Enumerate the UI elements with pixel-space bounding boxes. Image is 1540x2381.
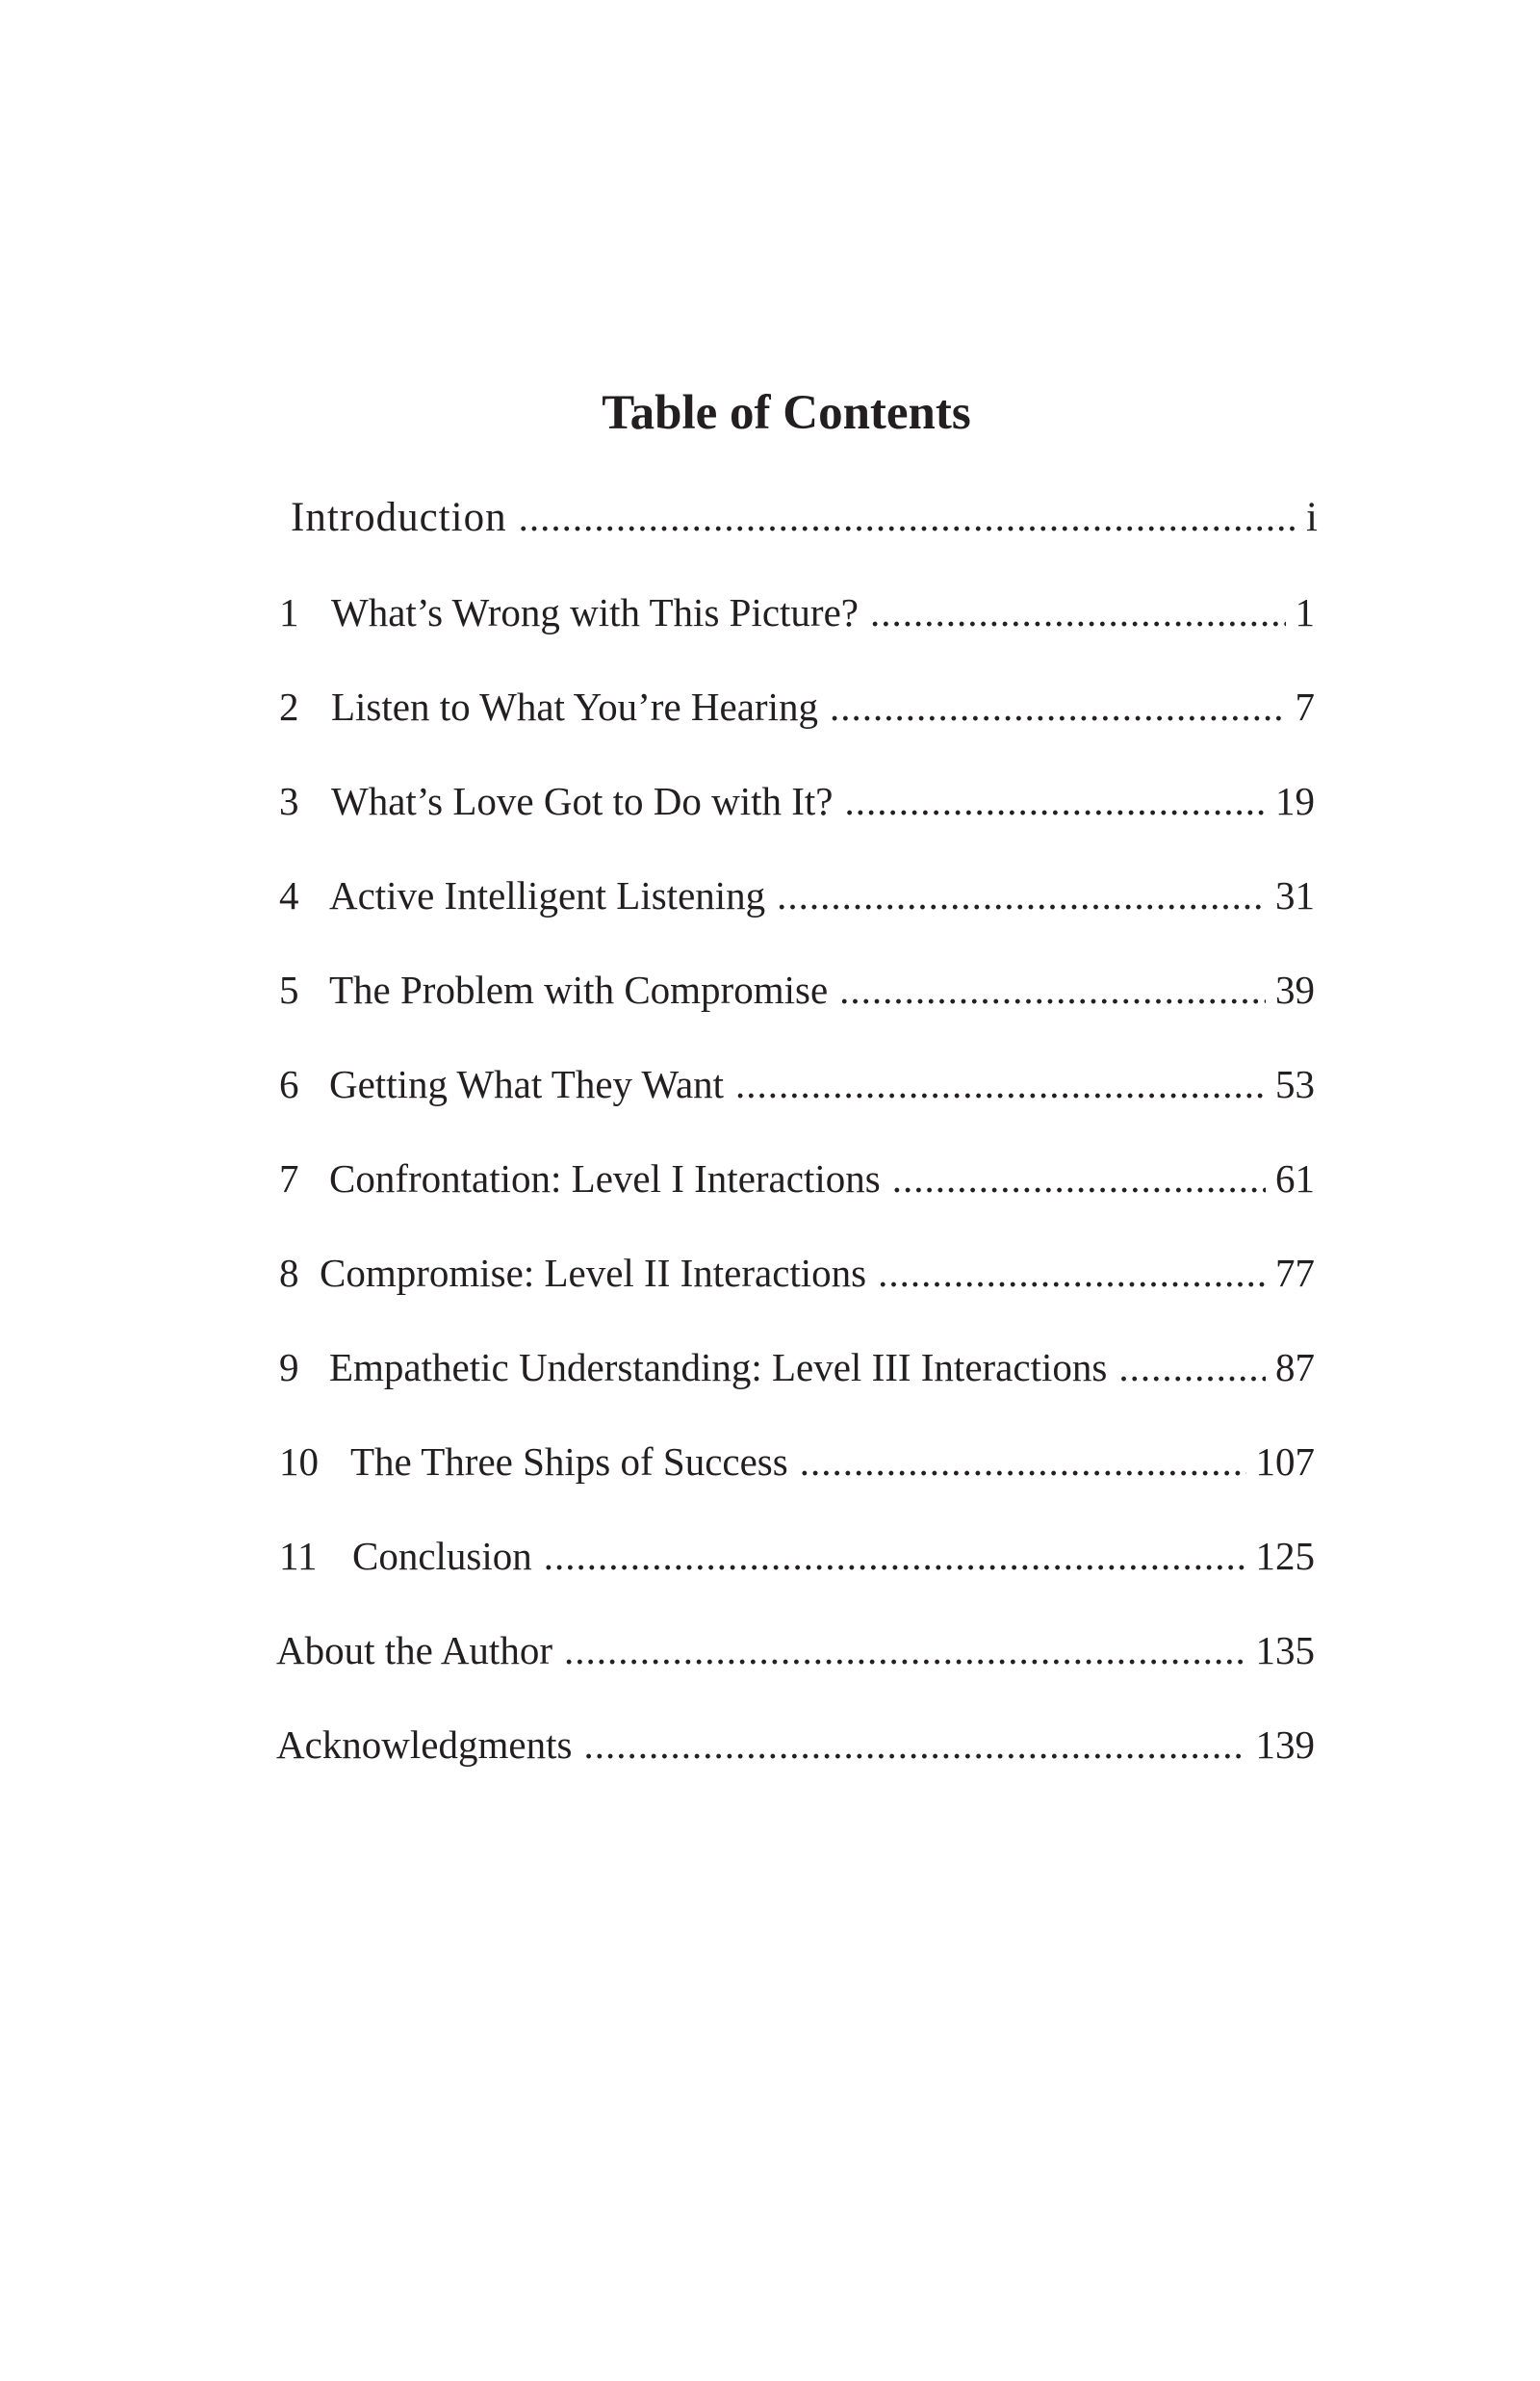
toc-entry-introduction[interactable] [291, 497, 1319, 538]
chapter-number: 6 [279, 1062, 299, 1106]
toc-entry-label: Compromise: Level II Interactions [320, 1251, 867, 1295]
dot-leader [777, 876, 1266, 916]
toc-entry-page: 1 [1295, 590, 1315, 634]
toc-entry-about-the-author[interactable] [276, 1628, 1315, 1672]
toc-entry-label: What’s Love Got to Do with It? [331, 779, 834, 823]
toc-entry-label: Empathetic Understanding: Level III Interactions [329, 1345, 1108, 1389]
toc-entry-page: 53 [1275, 1062, 1315, 1106]
toc-entry-chapter-11[interactable] [279, 1534, 1315, 1578]
toc-entry-acknowledgments[interactable] [276, 1722, 1315, 1767]
toc-entry-chapter-2[interactable] [279, 687, 1315, 727]
toc-entry-chapter-1[interactable] [279, 590, 1315, 634]
toc-entry-label: The Problem with Compromise [329, 968, 829, 1012]
toc-entry-page: 77 [1275, 1251, 1315, 1295]
toc-entry-label: The Three Ships of Success [350, 1439, 788, 1484]
toc-entry-chapter-9[interactable] [279, 1345, 1315, 1389]
toc-entry-chapter-3[interactable] [279, 779, 1315, 823]
dot-leader [892, 1159, 1266, 1199]
dot-leader [519, 498, 1296, 537]
toc-entry-chapter-5[interactable] [279, 968, 1315, 1012]
dot-leader [544, 1537, 1246, 1576]
toc-entry-label: About the Author [276, 1628, 552, 1672]
toc-entry-chapter-4[interactable] [279, 873, 1315, 918]
chapter-number: 11 [279, 1534, 318, 1578]
toc-entry-chapter-8[interactable] [279, 1251, 1315, 1295]
chapter-number: 2 [279, 685, 299, 729]
dot-leader [564, 1631, 1246, 1670]
toc-entry-page: 61 [1275, 1156, 1315, 1201]
toc-entry-page: 87 [1275, 1345, 1315, 1389]
toc-entry-label: Acknowledgments [276, 1722, 573, 1767]
toc-entry-page: 39 [1275, 968, 1315, 1012]
chapter-number: 9 [279, 1345, 299, 1389]
toc-entry-label: Listen to What You’re Hearing [331, 685, 818, 729]
toc-entry-label: Introduction [291, 495, 507, 540]
dot-leader [830, 687, 1286, 727]
dot-leader [845, 782, 1266, 821]
toc-entry-label: What’s Wrong with This Picture? [331, 590, 859, 634]
toc-entry-page: 19 [1275, 779, 1315, 823]
toc-entry-page: 135 [1255, 1628, 1315, 1672]
toc-entry-page: 7 [1295, 685, 1315, 729]
page-title: Table of Contents [602, 386, 971, 440]
toc-entry-label: Getting What They Want [329, 1062, 725, 1106]
toc-entry-chapter-10[interactable] [279, 1439, 1315, 1484]
toc-entry-page: 107 [1255, 1439, 1315, 1484]
chapter-number: 7 [279, 1156, 299, 1201]
chapter-number: 8 [279, 1251, 299, 1295]
chapter-number: 4 [279, 873, 299, 918]
dot-leader [1118, 1348, 1266, 1387]
toc-entry-page: 139 [1255, 1722, 1315, 1767]
toc-entry-chapter-7[interactable] [279, 1156, 1315, 1201]
chapter-number: 5 [279, 968, 299, 1012]
toc-entry-page: 31 [1275, 873, 1315, 918]
chapter-number: 3 [279, 779, 299, 823]
toc-entry-chapter-6[interactable] [279, 1062, 1315, 1106]
chapter-number: 10 [279, 1439, 319, 1484]
toc-entry-label: Confrontation: Level I Interactions [329, 1156, 881, 1201]
dot-leader [839, 971, 1266, 1010]
toc-entry-page: 125 [1255, 1534, 1315, 1578]
toc-entry-label: Conclusion [352, 1534, 532, 1578]
dot-leader [583, 1725, 1245, 1765]
chapter-number: 1 [279, 590, 299, 634]
dot-leader [870, 593, 1286, 633]
dot-leader [800, 1442, 1246, 1482]
dot-leader [878, 1254, 1266, 1293]
toc-entry-page: i [1306, 495, 1319, 540]
dot-leader [735, 1065, 1266, 1104]
toc-entry-label: Active Intelligent Listening [329, 873, 766, 918]
